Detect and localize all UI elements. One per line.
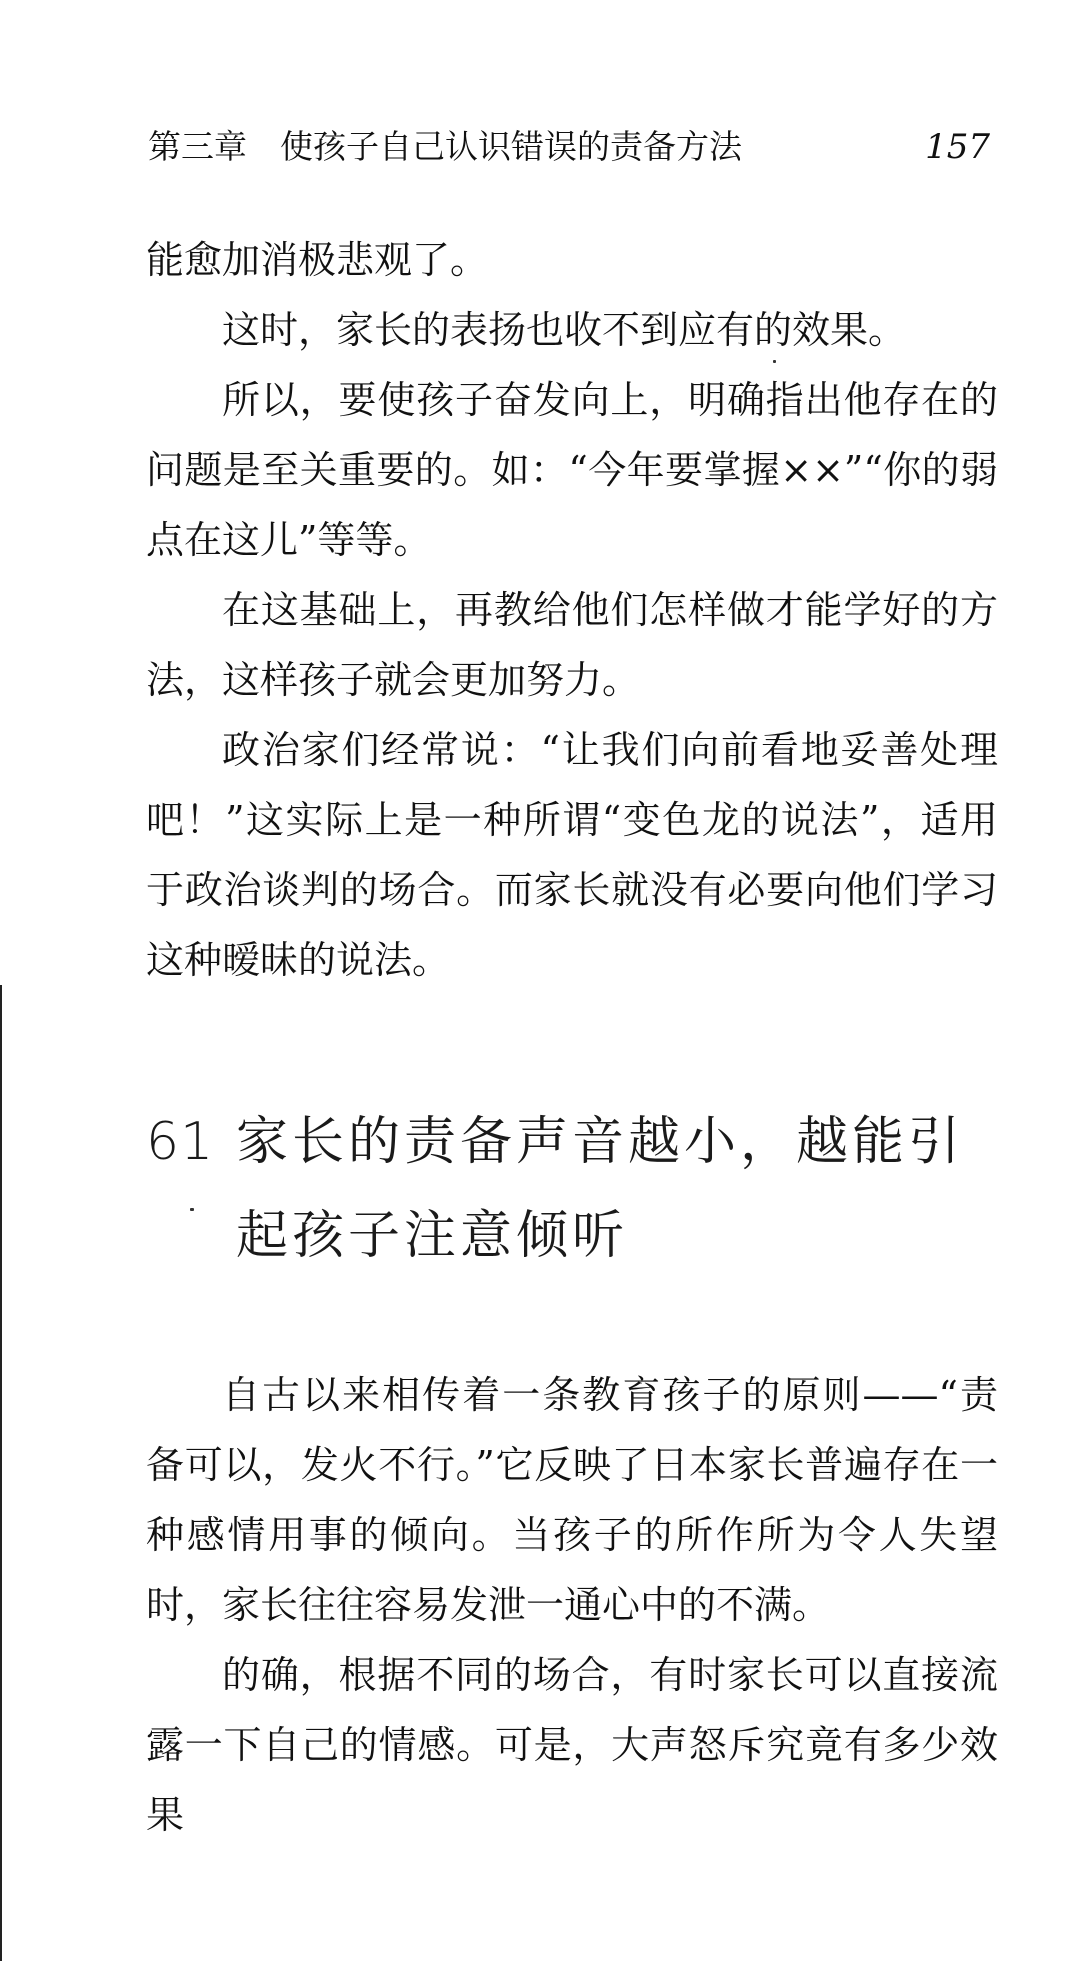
- text-block-before-heading: [146, 225, 998, 995]
- section-title: 家长的责备声音越小，越能引起孩子注意倾听: [236, 1112, 965, 1266]
- scan-speck: [190, 1208, 194, 1211]
- paragraph: 政治家们经常说：“让我们向前看地妥善处理吧！”这实际上是一种所谓“变色龙的说法”，适用于政治谈判的场合。而家长就没有必要向他们学习这种暧昧的说法。: [146, 728, 998, 982]
- running-head: [148, 122, 1008, 172]
- page-number: 157: [925, 127, 990, 167]
- paragraph: 所以，要使孩子奋发向上，明确指出他存在的问题是至关重要的。如：“今年要掌握××”“你的弱点在这儿”等等。: [146, 378, 998, 562]
- page-edge-line: [0, 985, 2, 1961]
- section-number: 61: [146, 1112, 215, 1172]
- paragraph: 的确，根据不同的场合，有时家长可以直接流露一下自己的情感。可是，大声怒斥究竟有多少效果: [146, 1653, 998, 1837]
- paragraph: 在这基础上，再教给他们怎样做才能学好的方法，这样孩子就会更加努力。: [146, 588, 998, 702]
- paragraph: 自古以来相传着一条教育孩子的原则——“责备可以，发火不行。”它反映了日本家长普遍存在一种感情用事的倾向。当孩子的所作所为令人失望时，家长往往容易发泄一通心中的不满。: [146, 1373, 998, 1627]
- chapter-title: 第三章 使孩子自己认识错误的责备方法: [148, 127, 742, 166]
- paragraph: 能愈加消极悲观了。: [146, 238, 489, 282]
- paragraph: 这时，家长的表扬也收不到应有的效果。: [222, 308, 907, 352]
- text-block-after-heading: [146, 1360, 998, 1850]
